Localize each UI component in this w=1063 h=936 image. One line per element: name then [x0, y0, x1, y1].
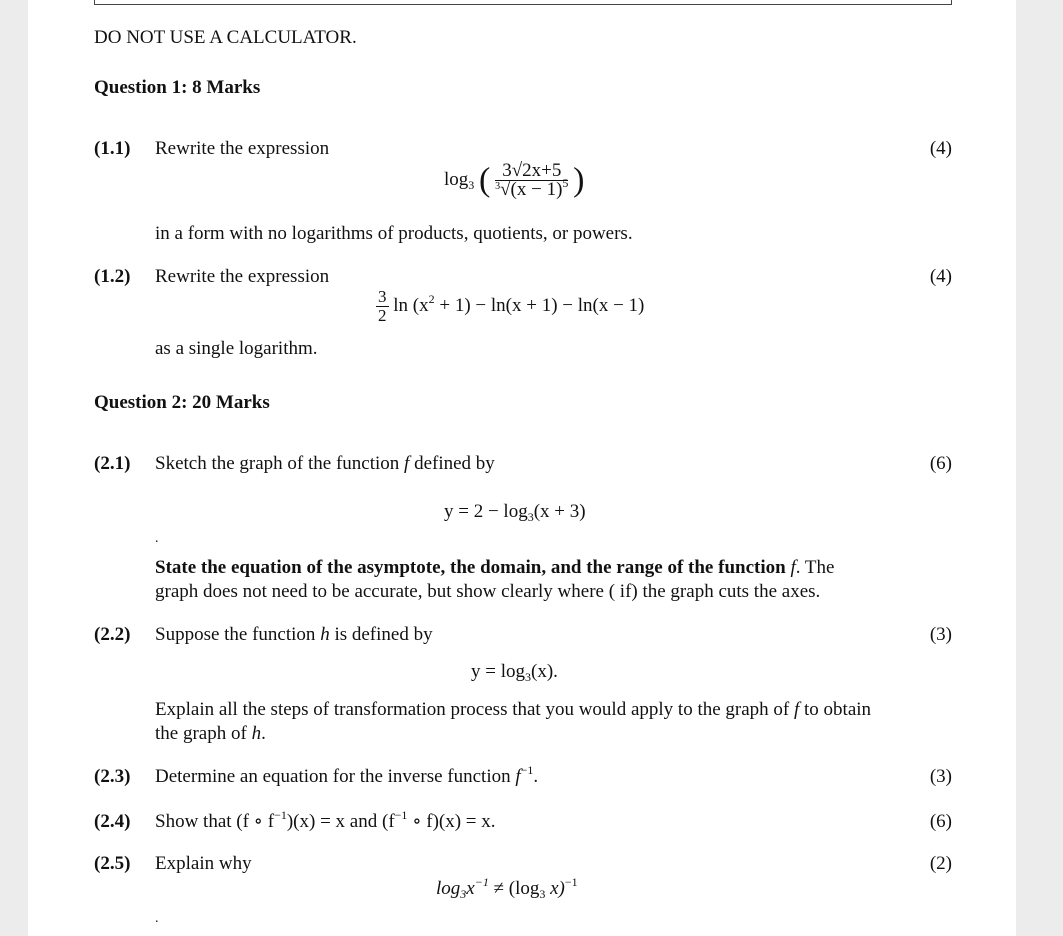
- part-2-1-marks: (6): [929, 453, 952, 474]
- top-rule: [94, 4, 952, 5]
- part-2-2-explain-line-1: Explain all the steps of transformation process that you would apply to the graph of f to obtain: [155, 699, 872, 720]
- part-1-1-number: (1.1): [94, 138, 131, 159]
- part-2-1-number: (2.1): [94, 453, 131, 474]
- part-2-5-number: (2.5): [94, 853, 131, 874]
- part-2-4-text: Show that (f ∘ $f^{-1})(x) = x$ and ($f^{-1}$ ∘ f)(x) = x.: [155, 808, 496, 832]
- part-2-3-marks: (3): [929, 766, 952, 787]
- part-2-1-task-line-2: graph does not need to be accurate, but show clearly where ( if) the graph cuts the axes.: [155, 581, 821, 602]
- question-1-heading: Question 1: 8 Marks: [94, 77, 261, 98]
- part-2-2-explain-line-2: the graph of h.: [155, 723, 266, 744]
- part-1-2-followup: as a single logarithm.: [155, 338, 318, 359]
- calculator-instruction: DO NOT USE A CALCULATOR.: [94, 27, 357, 48]
- part-2-5-text: Explain why: [155, 853, 252, 874]
- part-2-2-marks: (3): [929, 624, 952, 645]
- top-rule-left-tick: [94, 0, 95, 5]
- part-2-4-number: (2.4): [94, 811, 131, 832]
- part-2-5-equation: $\log_3x^{-1} \ne (\log_3$ x)$^{-1}$: [436, 875, 578, 901]
- part-1-2-text: Rewrite the expression: [155, 266, 330, 287]
- trailing-dot: .: [155, 911, 159, 926]
- part-2-2-number: (2.2): [94, 624, 131, 645]
- part-2-2-text: Suppose the function h is defined by: [155, 624, 433, 645]
- stray-dot: .: [155, 531, 159, 546]
- part-1-2-marks: (4): [929, 266, 952, 287]
- part-1-1-marks: (4): [929, 138, 952, 159]
- part-2-4-marks: (6): [929, 811, 952, 832]
- question-2-heading: Question 2: 20 Marks: [94, 392, 270, 413]
- part-1-1-numerator: 3√2x+5: [495, 162, 568, 181]
- part-2-5-marks: (2): [929, 853, 952, 874]
- part-1-1-followup: in a form with no logarithms of products, quotients, or powers.: [155, 223, 633, 244]
- part-2-1-equation: $y = 2 - \log_3(x + 3)$: [444, 501, 586, 524]
- part-1-2-equation: $\frac{3}{2}$ $\ln (x^2 + 1) - \ln(x + 1) - \ln(x - 1)$: [378, 287, 645, 325]
- part-1-2-number: (1.2): [94, 266, 131, 287]
- part-2-3-text: Determine an equation for the inverse function $f^{-1}$.: [155, 763, 539, 787]
- part-2-2-equation: $y = \log_3(x)$.: [471, 661, 558, 684]
- part-2-3-number: (2.3): [94, 766, 131, 787]
- top-rule-right-tick: [951, 0, 952, 5]
- part-2-1-task-line-1: State the equation of the asymptote, the domain, and the range of the function f. The: [155, 557, 835, 578]
- exam-page: [28, 0, 1016, 936]
- part-1-1-equation: $\log_3$ ( $\frac{3√2x+5}{^3√(x - 1)^5}$ ): [444, 160, 585, 200]
- part-2-1-text: Sketch the graph of the function f defined by: [155, 453, 495, 474]
- part-1-1-text: Rewrite the expression: [155, 138, 330, 159]
